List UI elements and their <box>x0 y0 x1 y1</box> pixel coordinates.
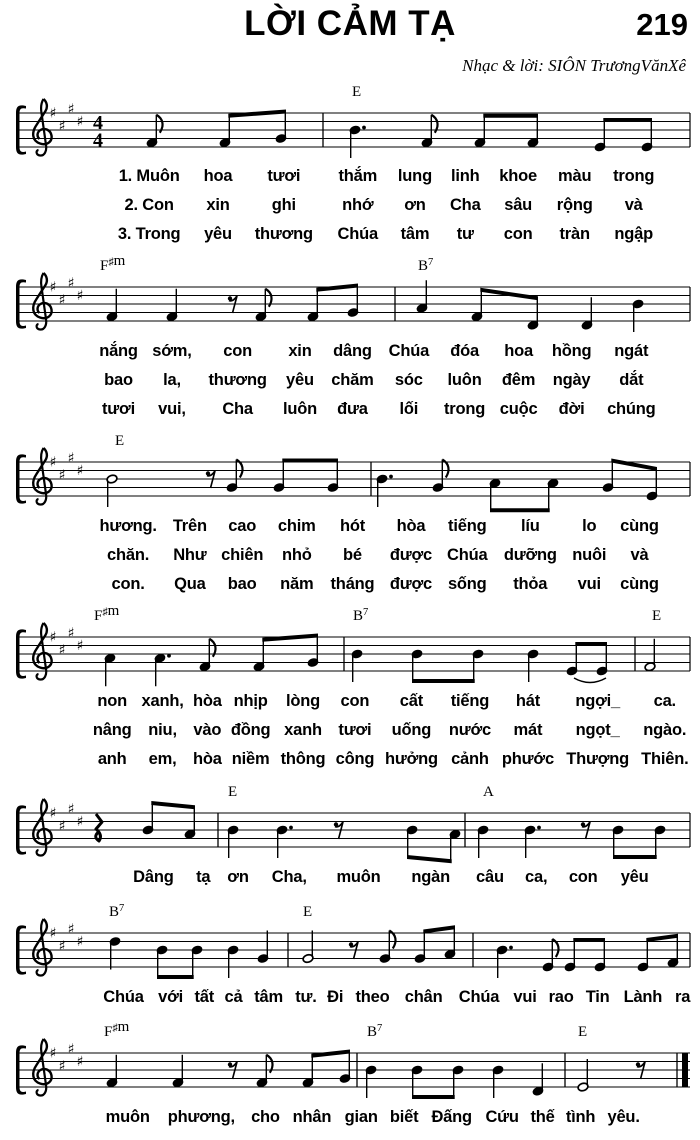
lyric-syllable: dưỡng <box>503 546 557 564</box>
lyric-syllable: ra <box>675 988 691 1006</box>
key-sharp-icon: ♯ <box>58 292 66 309</box>
lyric-syllable: ơn <box>404 196 426 214</box>
key-sharp-icon: ♯ <box>67 101 75 118</box>
lyric-syllable: luôn <box>282 400 317 418</box>
lyric-syllable: yêu. <box>607 1108 640 1126</box>
lyric-syllable: đời <box>558 400 585 418</box>
key-sharp-icon: ♯ <box>67 450 75 467</box>
lyric-syllable: chăm <box>331 371 374 389</box>
tie <box>574 678 606 683</box>
chord-label: E <box>115 433 125 449</box>
beam <box>311 1050 350 1058</box>
lyric-syllable: hoa <box>203 167 233 185</box>
chord-label: F♯m <box>94 603 120 624</box>
key-sharp-icon: ♯ <box>58 118 66 135</box>
lyrics-line <box>103 191 665 220</box>
lyric-syllable: trong <box>443 400 486 418</box>
lyric-syllable: nắng <box>99 342 138 360</box>
lyric-syllable: phước <box>501 750 554 768</box>
lyric-syllable: con <box>340 692 370 710</box>
chord-label: F♯m <box>104 1019 130 1040</box>
lyric-syllable: cất <box>399 692 424 710</box>
lyric-syllable: Thượng <box>566 750 630 768</box>
beam <box>151 801 195 809</box>
lyric-syllable: hồng <box>551 342 592 360</box>
beam <box>228 110 286 118</box>
chord-label: A <box>483 784 494 800</box>
lyric-syllable: hòa <box>192 750 222 768</box>
beam <box>480 288 538 301</box>
lyric-syllable: bao <box>227 575 257 593</box>
key-sharp-icon: ♯ <box>76 288 84 304</box>
lyric-syllable: theo <box>355 988 390 1006</box>
key-sharp-icon: ♯ <box>67 921 75 938</box>
lyric-syllable: chiên <box>221 546 264 564</box>
lyric-syllable: đóa <box>450 342 479 360</box>
chord-label: E <box>303 904 313 920</box>
beam <box>573 938 605 942</box>
lyric-syllable: con. <box>111 575 145 593</box>
lyric-syllable: con <box>223 342 252 360</box>
lyric-syllable: thương <box>254 225 313 243</box>
chord-label: E <box>352 84 362 100</box>
lyric-syllable: sâu <box>504 196 533 214</box>
key-sharp-icon: ♯ <box>49 105 57 122</box>
lyric-syllable: bé <box>343 546 362 564</box>
song-number: 219 <box>636 7 688 42</box>
lyric-syllable: non <box>97 692 128 710</box>
lyric-syllable: với <box>158 988 184 1006</box>
lyric-syllable: Tin <box>585 988 610 1006</box>
lyric-syllable: đưa <box>337 400 368 418</box>
lyric-syllable: hương. <box>99 517 157 535</box>
lyric-syllable: ngàn <box>411 868 450 886</box>
lyric-syllable: Chúa <box>458 988 500 1006</box>
notes-group <box>106 459 658 513</box>
lyric-syllable: chăn. <box>107 546 150 564</box>
beam <box>611 459 657 472</box>
beam <box>575 642 607 646</box>
lyric-syllable: Cứu <box>485 1108 519 1126</box>
key-sharp-icon: ♯ <box>49 1045 57 1062</box>
credit-line: Nhạc & lời: SIÔN TrươngVănXê <box>462 56 686 75</box>
lyric-syllable: và <box>624 196 643 214</box>
time-signature: 4 <box>93 112 103 134</box>
time-signature: 4 <box>93 129 103 152</box>
beam <box>412 1095 455 1099</box>
lyric-syllable: chúng <box>607 400 656 418</box>
lyric-syllable: Lành <box>623 988 663 1006</box>
lyric-syllable: Chúa <box>447 546 488 564</box>
notes-group <box>106 280 644 332</box>
lyric-syllable: sớm, <box>152 342 192 360</box>
lyric-syllable: tâm <box>254 988 283 1006</box>
lyric-syllable: phương, <box>167 1108 235 1126</box>
lyric-syllable: đồng <box>230 721 271 739</box>
key-sharp-icon: ♯ <box>58 818 66 835</box>
chord-label: E <box>228 784 238 800</box>
lyric-syllable: lo <box>582 517 597 535</box>
lyric-syllable: xanh, <box>141 692 184 710</box>
lyric-syllable: thế <box>530 1108 555 1126</box>
lyric-syllable: tiếng <box>448 517 487 535</box>
lyric-syllable: em, <box>148 750 177 768</box>
lyric-syllable: ghi <box>271 196 296 214</box>
lyrics-line <box>92 366 664 395</box>
lyric-syllable: ngát <box>614 342 649 360</box>
lyric-syllable: mát <box>513 721 543 739</box>
lyric-syllable: được <box>389 546 433 564</box>
beam <box>423 925 455 933</box>
lyric-syllable: niềm <box>231 750 270 768</box>
lyric-syllable: cuộc <box>499 400 538 418</box>
lyric-syllable: la, <box>163 371 181 389</box>
lyric-syllable: nhân <box>292 1108 332 1126</box>
lyric-syllable: tạ <box>196 868 211 886</box>
lyric-syllable: Trên <box>172 517 207 535</box>
chord-label: F♯m <box>100 253 126 274</box>
lyric-syllable: Chúa <box>103 988 144 1006</box>
quarter-rest <box>96 814 102 841</box>
lyric-syllable: uống <box>391 721 432 739</box>
lyric-syllable: tràn <box>559 225 590 243</box>
lyrics-block <box>90 512 666 599</box>
lyrics-line <box>92 395 664 424</box>
lyric-syllable: lòng <box>285 692 321 710</box>
lyric-syllable: nước <box>448 721 491 739</box>
lyric-syllable: đêm <box>501 371 536 389</box>
lyrics-line <box>98 1103 646 1132</box>
lyric-syllable: trong <box>613 167 655 185</box>
lyric-syllable: gian <box>344 1108 378 1126</box>
lyrics-line <box>103 220 665 249</box>
lyric-syllable: chân <box>404 988 443 1006</box>
lyric-syllable: nâng <box>92 721 132 739</box>
key-sharp-icon: ♯ <box>67 275 75 292</box>
notes-group <box>96 801 666 863</box>
lyric-syllable: xin <box>288 342 312 360</box>
lyric-syllable: ngọt_ <box>575 721 620 739</box>
key-sharp-icon: ♯ <box>49 279 57 296</box>
lyric-syllable: vào <box>193 721 222 739</box>
chord-label: $B^7$ <box>367 1023 383 1040</box>
beam <box>646 934 678 942</box>
lyric-syllable: muôn <box>105 1108 150 1126</box>
lyric-syllable: luôn <box>447 371 482 389</box>
lyric-syllable: líu <box>520 517 540 535</box>
lyric-syllable: nhỏ <box>281 546 312 564</box>
lyrics-block <box>95 983 695 1012</box>
lyric-syllable: tháng <box>330 575 375 593</box>
lyric-syllable: rộng <box>556 196 593 214</box>
lyric-syllable: ngào. <box>643 721 687 739</box>
chord-label: E <box>578 1024 588 1040</box>
lyrics-line <box>118 863 660 892</box>
key-sharp-icon: ♯ <box>67 1041 75 1058</box>
beam <box>157 975 194 979</box>
lyric-syllable: xanh <box>284 721 322 739</box>
key-sharp-icon: ♯ <box>58 642 66 659</box>
key-sharp-icon: ♯ <box>76 638 84 654</box>
notes-group <box>146 110 653 159</box>
lyric-syllable: tư. <box>295 988 317 1006</box>
lyric-syllable: muôn <box>336 868 381 886</box>
chord-label: $B^7$ <box>109 903 125 920</box>
key-sharp-icon: ♯ <box>49 454 57 471</box>
key-sharp-icon: ♯ <box>49 629 57 646</box>
lyrics-line <box>103 162 665 191</box>
lyric-syllable: Thiên. <box>641 750 689 768</box>
notes-group <box>104 634 656 687</box>
lyric-syllable: biết <box>389 1108 419 1126</box>
lyric-syllable: Qua <box>174 575 206 593</box>
lyrics-line <box>92 337 664 366</box>
lyric-syllable: cùng <box>620 517 659 535</box>
lyric-syllable: vui, <box>158 400 186 418</box>
lyric-syllable: vui <box>577 575 601 593</box>
lyric-syllable: bao <box>104 371 133 389</box>
lyric-syllable: vui <box>513 988 537 1006</box>
lyrics-line <box>90 541 666 570</box>
lyric-syllable: dắt <box>619 371 644 389</box>
lyric-syllable: thông <box>280 750 326 768</box>
lyric-syllable: cao <box>228 517 257 535</box>
lyric-syllable: tươi <box>102 400 135 418</box>
lyric-syllable: ngập <box>614 225 653 243</box>
chord-label: $B^7$ <box>418 257 434 274</box>
beam <box>483 114 538 118</box>
lyric-syllable: chim <box>277 517 316 535</box>
lyrics-line <box>88 687 694 716</box>
lyric-syllable: lung <box>397 167 432 185</box>
lyric-syllable: linh <box>451 167 480 185</box>
lyric-syllable: hòa <box>396 517 426 535</box>
key-sharp-icon: ♯ <box>76 1054 84 1070</box>
lyric-syllable: Chúa <box>388 342 430 360</box>
beam <box>613 855 657 859</box>
lyric-syllable: tất <box>194 988 215 1006</box>
lyric-syllable: tiếng <box>450 692 490 710</box>
lyric-syllable: con <box>568 868 598 886</box>
lyric-syllable: sống <box>447 575 487 593</box>
key-sharp-icon: ♯ <box>76 463 84 479</box>
lyric-syllable: dâng <box>333 342 372 360</box>
lyric-syllable: Cha, <box>271 868 307 886</box>
lyric-syllable: ca. <box>653 692 676 710</box>
beam <box>407 855 452 863</box>
lyric-syllable: tươi <box>338 721 372 739</box>
lyric-syllable: hót <box>339 517 365 535</box>
lyrics-block <box>103 162 665 249</box>
lyric-syllable: ngày <box>552 371 591 389</box>
lyric-syllable: nhớ <box>342 196 374 214</box>
key-sharp-icon: ♯ <box>49 805 57 822</box>
lyric-syllable: thỏa <box>513 575 548 593</box>
lyric-syllable: 2. Con <box>124 196 174 214</box>
lyric-syllable: Cha <box>449 196 481 214</box>
lyric-syllable: nuôi <box>572 546 607 564</box>
lyric-syllable: và <box>630 546 649 564</box>
key-sharp-icon: ♯ <box>76 114 84 130</box>
final-barline <box>682 1053 688 1087</box>
lyric-syllable: niu, <box>148 721 177 739</box>
lyric-syllable: câu <box>476 868 504 886</box>
lyric-syllable: tươi <box>267 167 301 185</box>
lyrics-line <box>95 983 695 1012</box>
lyric-syllable: năm <box>280 575 314 593</box>
lyric-syllable: lối <box>399 400 419 418</box>
key-sharp-icon: ♯ <box>58 467 66 484</box>
beam <box>262 634 318 642</box>
lyrics-line <box>88 745 694 774</box>
lyric-syllable: Đi <box>327 988 344 1006</box>
lyric-syllable: yêu <box>204 225 232 243</box>
lyric-syllable: 3. Trong <box>117 225 181 243</box>
lyric-syllable: cả <box>224 988 243 1006</box>
lyric-syllable: hưởng <box>384 750 438 768</box>
lyric-syllable: sóc <box>394 371 423 389</box>
beam <box>412 679 475 683</box>
key-sharp-icon: ♯ <box>67 625 75 642</box>
lyric-syllable: nhịp <box>233 692 268 710</box>
lyric-syllable: anh <box>97 750 127 768</box>
lyric-syllable: ơn <box>227 868 249 886</box>
lyric-syllable: tư <box>456 225 474 243</box>
lyric-syllable: công <box>335 750 375 768</box>
lyric-syllable: xin <box>206 196 230 214</box>
lyric-syllable: khoe <box>499 167 538 185</box>
key-sharp-icon: ♯ <box>76 934 84 950</box>
lyric-syllable: Dâng <box>133 868 174 886</box>
beam <box>316 284 358 292</box>
lyric-syllable: được <box>389 575 433 593</box>
lyric-syllable: cùng <box>620 575 659 593</box>
lyric-syllable: cho <box>251 1108 280 1126</box>
lyrics-block <box>92 337 664 424</box>
key-sharp-icon: ♯ <box>58 938 66 955</box>
lyric-syllable: Đấng <box>431 1108 472 1126</box>
lyric-syllable: hát <box>515 692 540 710</box>
lyric-syllable: Cha <box>222 400 253 418</box>
lyrics-block <box>118 863 660 892</box>
beam <box>603 118 652 122</box>
lyric-syllable: Chúa <box>337 225 378 243</box>
lyric-syllable: thương <box>208 371 267 389</box>
notes-group <box>106 1050 645 1100</box>
lyrics-line <box>90 512 666 541</box>
chord-label: E <box>652 608 662 624</box>
key-sharp-icon: ♯ <box>76 814 84 830</box>
lyrics-line <box>88 716 694 745</box>
lyrics-block <box>98 1103 646 1132</box>
lyric-syllable: thắm <box>338 167 378 185</box>
key-sharp-icon: ♯ <box>49 925 57 942</box>
lyric-syllable: hòa <box>192 692 222 710</box>
lyric-syllable: màu <box>558 167 592 185</box>
chord-label: $B^7$ <box>353 607 369 624</box>
lyric-syllable: ngợi_ <box>575 692 620 710</box>
lyric-syllable: rao <box>548 988 574 1006</box>
lyric-syllable: hoa <box>504 342 533 360</box>
lyric-syllable: ca, <box>525 868 548 886</box>
lyrics-block <box>88 687 694 774</box>
lyric-syllable: cảnh <box>451 750 489 768</box>
key-sharp-icon: ♯ <box>58 1058 66 1075</box>
lyric-syllable: con <box>503 225 533 243</box>
lyric-syllable: Như <box>173 546 207 564</box>
lyrics-line <box>90 570 666 599</box>
key-sharp-icon: ♯ <box>67 801 75 818</box>
beam <box>282 459 338 463</box>
lyric-syllable: yêu <box>286 371 314 389</box>
lyric-syllable: yêu <box>620 868 649 886</box>
lyric-syllable: tâm <box>400 225 430 243</box>
song-title: LỜI CẢM TẠ <box>244 4 456 43</box>
lyric-syllable: tình <box>565 1108 596 1126</box>
lyric-syllable: 1. Muôn <box>118 167 180 185</box>
